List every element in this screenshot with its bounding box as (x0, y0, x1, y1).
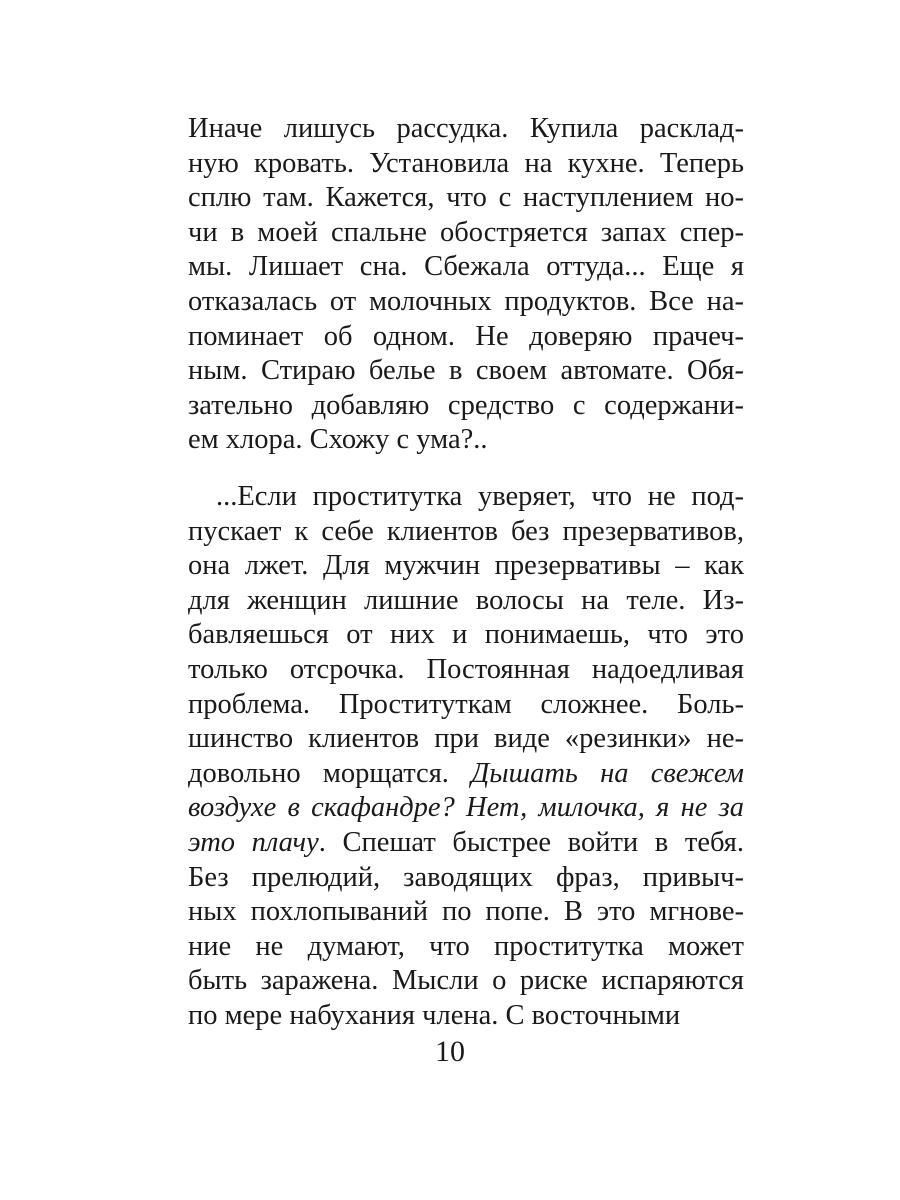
text-line (188, 250, 744, 285)
text-run: по мере набухания члена. С восточными (188, 999, 681, 1031)
paragraph-2 (188, 480, 744, 1034)
text-line (188, 722, 744, 757)
text-run: ных похлопываний по попе. В это мгнове- (188, 896, 744, 928)
text-run: отказалась от молочных продуктов. Все на- (188, 285, 744, 317)
text-run: чи в моей спальне обостряется запах спер- (188, 216, 744, 248)
text-line (188, 861, 744, 896)
text-line (188, 653, 744, 688)
text-line (188, 895, 744, 930)
text-run: мы. Лишает сна. Сбежала оттуда... Еще я (188, 251, 744, 283)
text-line (188, 389, 744, 424)
text-run: пускает к себе клиентов без презервативов, (188, 515, 744, 547)
text-run: для женщин лишние волосы на теле. Из- (188, 584, 744, 616)
text-run: . Спешат быстрее войти в тебя. (318, 826, 744, 858)
text-line (188, 515, 744, 550)
text-line (188, 147, 744, 182)
text-line (188, 930, 744, 965)
text-run: только отсрочка. Постоянная надоедливая (188, 653, 744, 685)
text-run: ...Если проститутка уверяет, что не под- (216, 481, 744, 512)
text-run: ем хлора. Схожу с ума?.. (188, 424, 488, 456)
text-run: поминает об одном. Не доверяю прачеч- (188, 320, 744, 352)
text-line (188, 618, 744, 653)
text-run: быть заражена. Мысли о риске испаряются (188, 965, 744, 997)
text-run: Иначе лишусь рассудка. Купила расклад- (188, 113, 744, 144)
text-run: проблема. Проституткам сложнее. Боль- (188, 688, 744, 720)
text-run: Без прелюдий, заводящих фраз, привыч- (188, 861, 744, 893)
text-run: зательно добавляю средство с содержани- (188, 389, 744, 421)
text-line (188, 423, 744, 458)
text-run: бавляешься от них и понимаешь, что это (188, 619, 744, 651)
text-line (188, 549, 744, 584)
italic-text-run: воздухе в скафандре? Нет, милочка, я не за (188, 792, 744, 824)
text-run: сплю там. Кажется, что с наступлением но- (188, 182, 744, 214)
text-line (188, 584, 744, 619)
page-number: 10 (435, 1035, 465, 1068)
text-run: шинство клиентов при виде «резинки» не- (188, 723, 744, 755)
text-run: ным. Стираю белье в своем автомате. Обя- (188, 355, 744, 387)
text-line (188, 354, 744, 389)
text-run: ную кровать. Установила на кухне. Теперь (188, 147, 744, 179)
text-run: она лжет. Для мужчин презервативы – как (188, 550, 744, 582)
text-line (188, 826, 744, 861)
text-line (188, 964, 744, 999)
text-line (188, 320, 744, 355)
italic-text-run: это плачу (188, 826, 319, 858)
text-line (188, 181, 744, 216)
text-line (188, 112, 744, 147)
text-line (188, 757, 744, 792)
text-line (188, 688, 744, 723)
text-line (188, 216, 744, 251)
text-line (188, 999, 744, 1034)
text-line (188, 285, 744, 320)
text-run: довольно морщатся. (188, 757, 472, 789)
text-line (188, 791, 744, 826)
text-line (188, 480, 744, 515)
paragraph-1 (188, 112, 744, 458)
text-run: ние не думают, что проститутка может (188, 930, 744, 962)
italic-text-run: Дышать на свежем (471, 757, 744, 789)
